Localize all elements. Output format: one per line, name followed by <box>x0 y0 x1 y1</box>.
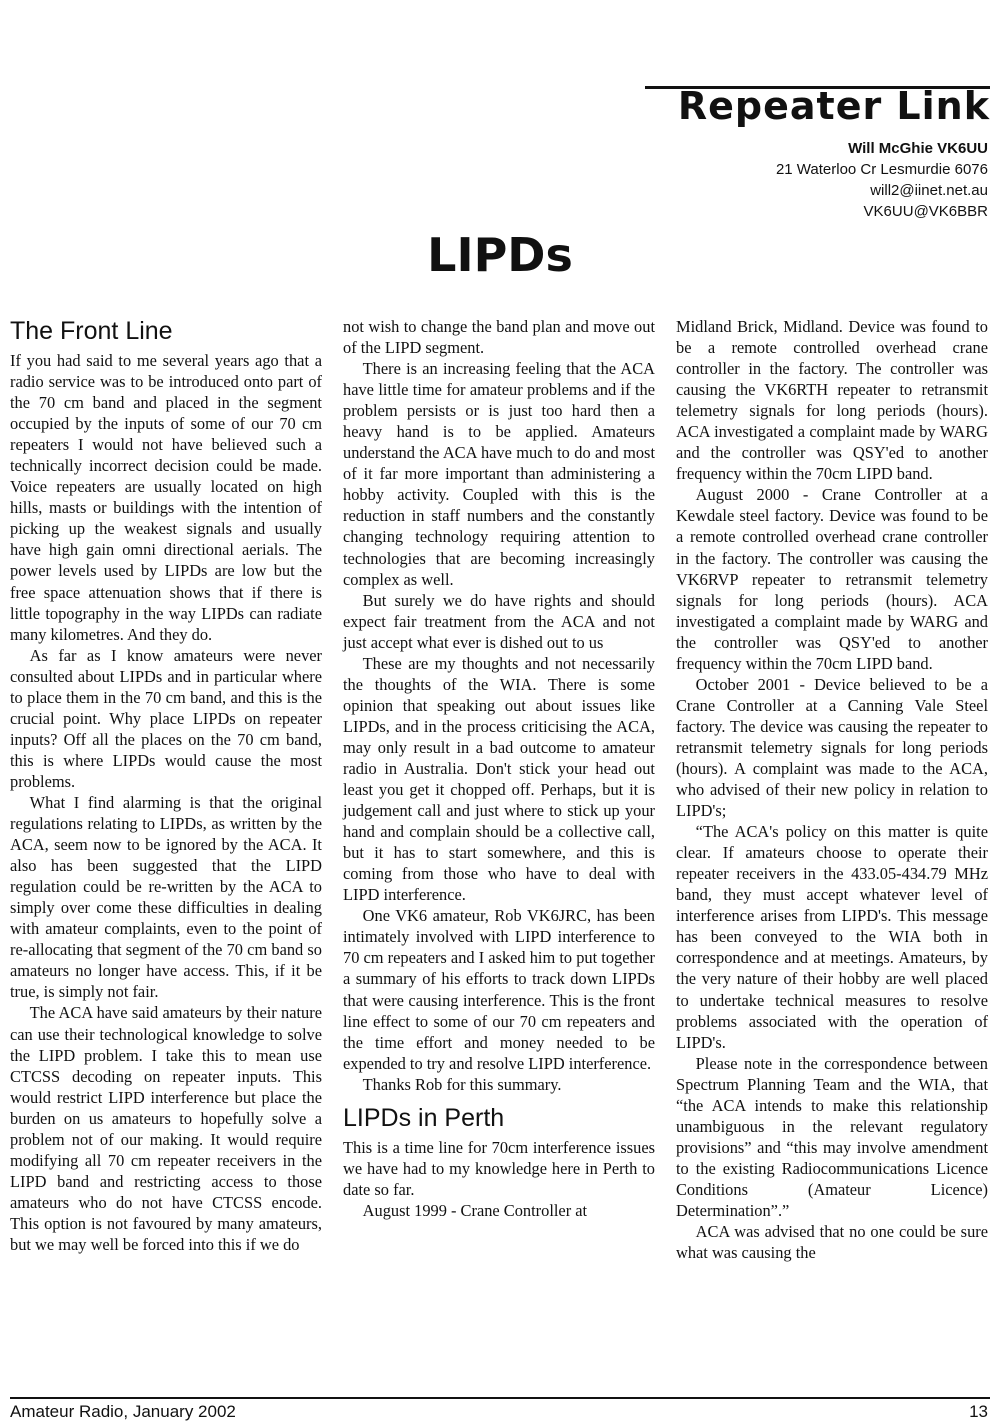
page-number: 13 <box>969 1402 988 1421</box>
heading-lipds-in-perth: LIPDs in Perth <box>343 1103 505 1132</box>
paragraph: As far as I know amateurs were never consulted about LIPDs and in particular where to place them in the 70 cm band, and this is the crucial point. Why place LIPDs on repeater inputs? Off all the places on the 70 cm band, this is where LIPDs would cause the most problems. <box>10 645 322 791</box>
paragraph: The ACA have said amateurs by their nature can use their technological knowledge to solve the LIPD problem. I take this to mean use CTCSS decoding on repeater inputs. This would restrict LIPD interference but place the burden on us amateurs to hopefully solve a problem not of our making. It would require modifying all 70 cm repeater receivers in the LIPD band and restricting access to those amateurs who do not have CTCSS encode. This option is not favoured by many amateurs, but we may well be forced into this if we do <box>10 1003 322 1254</box>
paragraph: ACA was advised that no one could be sure what was causing the <box>676 1222 988 1263</box>
column-2 <box>343 316 655 1221</box>
paragraph: August 1999 - Crane Controller at <box>362 1200 588 1220</box>
author-name: Will McGhie VK6UU <box>848 140 988 157</box>
heading-front-line: The Front Line <box>10 317 173 345</box>
paragraph: Please note in the correspondence between Spectrum Planning Team and the WIA, that “the ACA intends to make this relationship unambiguous in the relevant regulatory provisions” and “this may involve amendment to the existing Radiocommunications Licence Conditions (Amateur Licence) Determination”.” <box>676 1053 988 1220</box>
paragraph: But surely we do have rights and should expect fair treatment from the ACA and not just accept what ever is dished out to us <box>343 590 655 652</box>
paragraph: If you had said to me several years ago that a radio service was to be introduced onto part of the 70 cm band and placed in the segment occupied by the inputs of some of our 70 cm repeaters I would not have believed such a technically incorrect decision could be made. Voice repeaters are usually located on high hills, masts or buildings with the intention of picking up the weakest signals and usually have high gain omni directional aerials. The power levels used by LIPDs are low but the free space attenuation shows that if there is little topography in the way LIPDs can radiate many kilometres. And they do. <box>10 351 322 644</box>
paragraph: These are my thoughts and not necessarily the thoughts of the WIA. There is some opinion that speaking out about issues like LIPDs, and in the process criticising the ACA, may only result in a bad outcome to amateur radio in Australia. Don't stick your head out least you get it chopped off. Perhaps, but it is judgement call and just where to stick up your hand and complain should be a collective call, but it has to start somewhere, and this is coming from those who have to deal with LIPD interference. <box>343 653 655 905</box>
paragraph: August 2000 - Crane Controller at a Kewdale steel factory. Device was found to be a remote controlled overhead crane controller in the factory. The controller was causing the VK6RVP repeater to retransmit telemetry signals for long periods (hours). ACA investigated a complaint made by WARG and the controller was QSY'ed to another frequency within the 70cm LIPD band. <box>676 485 988 673</box>
paragraph: Midland Brick, Midland. Device was found to be a remote controlled overhead crane controller in the factory. The controller was causing the VK6RTH repeater to retransmit telemetry signals for long periods (hours). ACA investigated a complaint made by WARG and the controller was QSY'ed to another frequency within the 70cm LIPD band. <box>676 317 988 484</box>
footer-publication: Amateur Radio, January 2002 <box>10 1402 236 1421</box>
author-email: will2@iinet.net.au <box>870 182 988 199</box>
author-block <box>776 138 988 222</box>
paragraph: not wish to change the band plan and move out of the LIPD segment. <box>343 317 655 358</box>
section-title: Repeater Link <box>677 84 990 128</box>
column-3 <box>676 316 988 1263</box>
paragraph: One VK6 amateur, Rob VK6JRC, has been intimately involved with LIPD interference to 70 cm repeaters and I asked him to put together a summary of his efforts to track down LIPDs that were causing interference. This is the front line effect to some of our 70 cm repeaters and the time effort and money needed to be expended to try and resolve LIPD interference. <box>343 906 655 1073</box>
column-1 <box>10 316 322 1255</box>
paragraph: This is a time line for 70cm interference issues we have had to my knowledge here in Perth to date so far. <box>343 1137 655 1199</box>
paragraph: October 2001 - Device believed to be a Crane Controller at a Canning Vale Steel factory. The device was causing the repeater to retransmit telemetry signals for long periods (hours). A complaint was made to the ACA, who advised of their new policy in relation to LIPD's; <box>676 674 988 821</box>
author-address: 21 Waterloo Cr Lesmurdie 6076 <box>775 161 988 178</box>
paragraph: Thanks Rob for this summary. <box>362 1074 562 1094</box>
paragraph: What I find alarming is that the original regulations relating to LIPDs, as written by the ACA, seem now to be ignored by the ACA. It also has been suggested that the LIPD regulation could be re-written by the ACA to simply over come these difficulties in dealing with amateur complaints, even to the point of re-allocating that segment of the 70 cm band so amateurs no longer have access. This, if it be true, is simply not fair. <box>10 792 322 1002</box>
article-title: LIPDs <box>427 228 573 282</box>
author-packet-address: VK6UU@VK6BBR <box>863 203 988 220</box>
paragraph: “The ACA's policy on this matter is quite clear. If amateurs choose to operate their repeater receivers in the 433.05-434.79 MHz band, they must accept whatever level of interference arises from LIPD's. This message has been conveyed to the WIA both in correspondence and at meetings. Amateurs, by the very nature of their hobby are well placed to undertake technical measures to resolve problems associated with the operation of LIPD's. <box>676 822 988 1052</box>
paragraph: There is an increasing feeling that the ACA have little time for amateur problems and if the problem persists or is just too hard then a heavy hand is to be applied. Amateurs understand the ACA have much to do and most of it far more important than administering a hobby activity. Coupled with this is the reduction in staff numbers and the constantly changing technology requiring attention to technologies that are becoming increasingly complex as well. <box>343 359 655 589</box>
footer-rule <box>10 1397 990 1399</box>
